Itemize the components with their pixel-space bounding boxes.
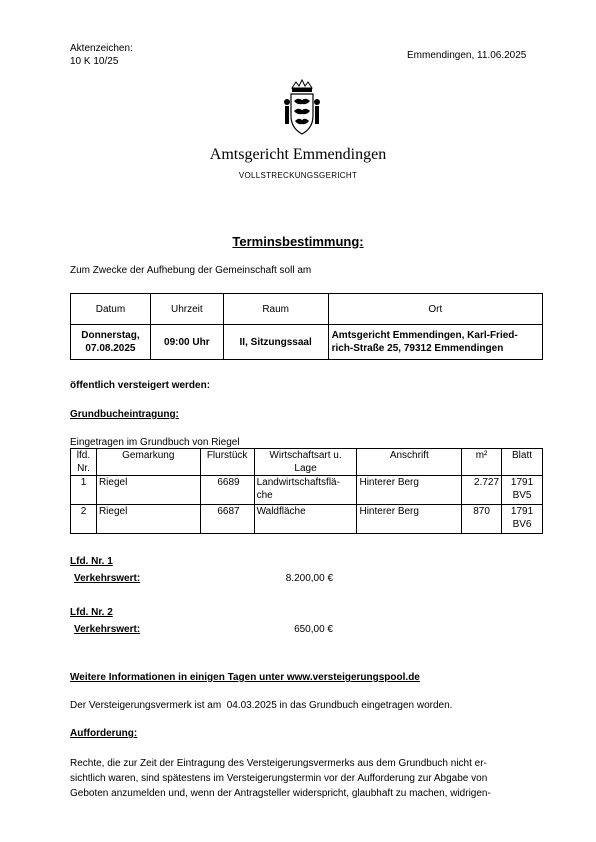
file-number: 10 K 10/25 [70,56,119,67]
row-gemarkung: Riegel [96,476,200,505]
col-blatt: Blatt [502,449,543,476]
row-wirtschaftsart: Waldfläche [254,505,357,534]
intro-text: Zum Zwecke der Aufhebung der Gemeinschaft soll am [70,265,312,276]
valuation-1-value: 8.200,00 € [285,573,333,584]
file-number-label: Aktenzeichen: [70,43,133,54]
valuation-2-value: 650,00 € [294,624,333,635]
header-place: Ort [328,294,542,325]
land-register-table [70,448,543,534]
row-wirtschaftsart: Landwirtschaftsflä- che [254,476,357,505]
more-info-link[interactable]: Weitere Informationen in einigen Tagen unter www.versteigerungspool.de [70,672,420,683]
land-register-heading: Grundbucheintragung: [70,409,179,420]
appointment-time: 09:00 Uhr [150,325,223,360]
request-text: Rechte, die zur Zeit der Eintragung des Versteigerungsvermerks aus dem Grundbuch nicht er- sichtlich waren, sind spätestens im Versteigerungstermin vor der Aufforderung zur Abgabe von Geboten anzumelden und, wenn der Antragsteller widerspricht, glaubhaft zu machen, widrigen- [70,758,491,799]
auction-text: öffentlich versteigert werden: [70,380,211,391]
valuation-1-value-label: Verkehrswert: [74,573,141,584]
land-register-location: Eingetragen im Grundbuch von Riegel [70,437,240,448]
row-area: 2.727 [462,476,502,505]
valuation-2-label: Lfd. Nr. 2 [70,607,113,618]
valuation-1-label: Lfd. Nr. 1 [70,556,113,567]
col-wirtschaftsart: Wirtschaftsart u. Lage [254,449,357,476]
court-name: Amtsgericht Emmendingen [209,146,387,163]
row-anschrift: Hinterer Berg [357,476,462,505]
row-blatt: 1791 BV5 [502,476,543,505]
appointment-date: Donnerstag, 07.08.2025 [71,325,151,360]
col-flurstueck: Flurstück [200,449,254,476]
row-area: 870 [462,505,502,534]
registration-note: Der Versteigerungsvermerk ist am 04.03.2025 in das Grundbuch eingetragen worden. [70,700,453,711]
appointment-place: Amtsgericht Emmendingen, Karl-Fried- rich-Straße 25, 79312 Emmendingen [328,325,542,360]
request-heading: Aufforderung: [70,728,138,739]
header-time: Uhrzeit [150,294,223,325]
court-department: VOLLSTRECKUNGSGERICHT [238,171,358,180]
row-blatt: 1791 BV6 [502,505,543,534]
col-anschrift: Anschrift [357,449,462,476]
coat-of-arms-icon [283,78,321,138]
row-flurstueck: 6687 [200,505,254,534]
row-nr: 2 [71,505,97,534]
page-title: Terminsbestimmung: [232,234,364,249]
header-date: Datum [71,294,151,325]
header-room: Raum [223,294,328,325]
table-row [71,476,543,505]
appointment-room: II, Sitzungssaal [223,325,328,360]
table-row [71,505,543,534]
row-nr: 1 [71,476,97,505]
col-nr: lfd. Nr. [71,449,97,476]
row-gemarkung: Riegel [96,505,200,534]
row-anschrift: Hinterer Berg [357,505,462,534]
row-flurstueck: 6689 [200,476,254,505]
col-gemarkung: Gemarkung [96,449,200,476]
appointment-table [70,293,543,360]
place-date: Emmendingen, 11.06.2025 [407,50,527,61]
col-area: m² [462,449,502,476]
valuation-2-value-label: Verkehrswert: [74,624,141,635]
